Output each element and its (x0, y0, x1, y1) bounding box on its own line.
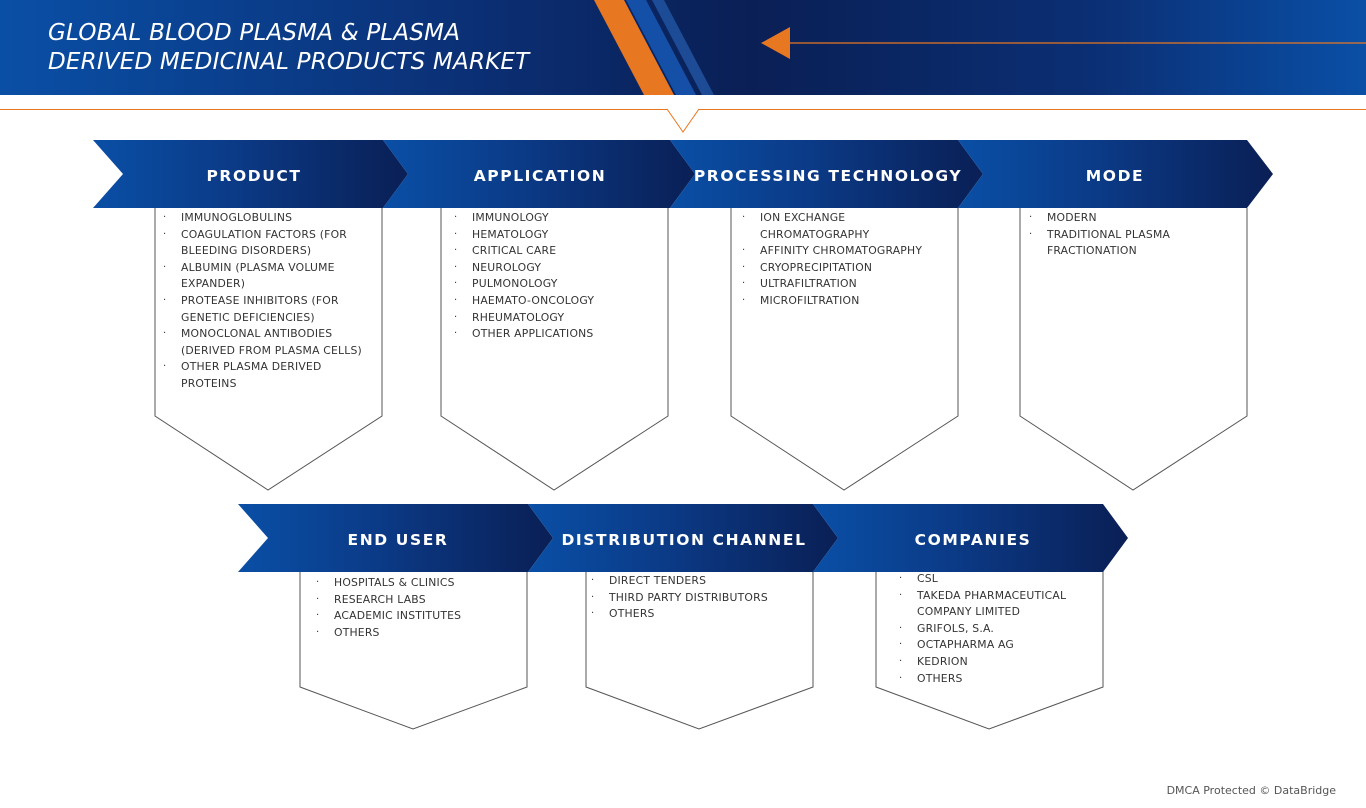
list-item-text: THIRD PARTY DISTRIBUTORS (609, 590, 768, 604)
bullet-icon: · (163, 294, 167, 306)
bullet-icon: · (316, 577, 320, 588)
list-item-text: MODERN (1047, 211, 1097, 224)
bullet-icon: · (454, 212, 458, 223)
list-item (163, 227, 363, 260)
list-item-text: TRADITIONAL PLASMA FRACTIONATION (1047, 227, 1171, 258)
bullet-icon: · (316, 610, 320, 622)
bullet-icon: · (899, 622, 903, 634)
list-item (742, 243, 942, 260)
list-item (454, 293, 654, 310)
list-item-text: COAGULATION FACTORS (FOR BLEEDING DISORDERS) (181, 227, 347, 258)
list-item (163, 359, 363, 392)
list-item (454, 227, 654, 244)
bullet-icon: · (454, 294, 458, 306)
bullet-icon: · (591, 591, 595, 603)
segment-label-product: PRODUCT (206, 167, 302, 185)
list-item (316, 608, 516, 625)
list-product (163, 210, 363, 393)
list-item-text: ULTRAFILTRATION (760, 277, 857, 291)
bullet-icon: · (454, 311, 458, 323)
bullet-icon: · (899, 639, 903, 651)
list-item (454, 210, 654, 227)
list-item-text: OTHERS (917, 671, 963, 685)
list-item (1029, 227, 1219, 260)
list-item-text: OTHER APPLICATIONS (472, 327, 594, 341)
list-item-text: CRITICAL CARE (472, 244, 557, 258)
bullet-icon: · (899, 573, 903, 584)
segment-label-mode: MODE (1085, 167, 1145, 185)
list-item (163, 210, 363, 227)
list-item-text: IMMUNOGLOBULINS (181, 211, 293, 224)
list-processing-technology (742, 210, 942, 310)
list-item-text: ION EXCHANGE CHROMATOGRAPHY (760, 211, 870, 241)
bullet-icon: · (742, 212, 746, 223)
list-item (163, 326, 363, 359)
segment-label-distribution-channel: DISTRIBUTION CHANNEL (561, 531, 807, 549)
bullet-icon: · (899, 589, 903, 601)
list-item (742, 293, 942, 310)
bullet-icon: · (742, 278, 746, 290)
segment-label-companies: COMPANIES (914, 531, 1032, 549)
list-item-text: DIRECT TENDERS (609, 574, 707, 587)
bullet-icon: · (454, 278, 458, 290)
list-item (454, 260, 654, 277)
list-item-text: KEDRION (917, 654, 968, 668)
bullet-icon: · (454, 245, 458, 257)
list-item (899, 571, 1089, 588)
list-item (591, 573, 796, 590)
list-item-text: PROTEASE INHIBITORS (FOR GENETIC DEFICIENCIES) (181, 293, 339, 324)
list-item-text: OTHER PLASMA DERIVED PROTEINS (181, 360, 322, 390)
list-item (454, 326, 654, 343)
list-item (454, 243, 654, 260)
list-application (454, 210, 654, 343)
list-item-text: ALBUMIN (PLASMA VOLUME EXPANDER) (181, 260, 335, 291)
bullet-icon: · (591, 608, 595, 620)
bullet-icon: · (454, 228, 458, 240)
list-item-text: OTHERS (609, 607, 655, 621)
bullet-icon: · (454, 328, 458, 340)
bullet-icon: · (742, 261, 746, 273)
bullet-icon: · (163, 261, 167, 273)
list-mode (1029, 210, 1219, 260)
list-end-user (316, 575, 516, 641)
list-item-text: RESEARCH LABS (334, 592, 426, 606)
bullet-icon: · (454, 261, 458, 273)
list-item-text: NEUROLOGY (472, 260, 542, 274)
list-item (742, 260, 942, 277)
bullet-icon: · (591, 575, 595, 586)
list-item (454, 310, 654, 327)
list-item (454, 276, 654, 293)
list-item-text: PULMONOLOGY (472, 277, 558, 291)
bullet-icon: · (316, 626, 320, 638)
bullet-icon: · (163, 228, 167, 240)
list-item-text: HOSPITALS & CLINICS (334, 576, 455, 589)
list-item-text: IMMUNOLOGY (472, 211, 549, 224)
list-item-text: ACADEMIC INSTITUTES (334, 609, 462, 623)
list-item (316, 592, 516, 609)
list-item-text: HEMATOLOGY (472, 227, 549, 241)
list-item (742, 210, 942, 243)
list-item-text: CSL (917, 572, 939, 585)
bullet-icon: · (316, 593, 320, 605)
list-item (591, 606, 796, 623)
list-item-text: RHEUMATOLOGY (472, 310, 565, 324)
page-title-line-1: GLOBAL BLOOD PLASMA & PLASMA (48, 20, 461, 46)
list-item (742, 276, 942, 293)
list-item (899, 637, 1089, 654)
list-item-text: AFFINITY CHROMATOGRAPHY (760, 244, 923, 258)
list-item-text: GRIFOLS, S.A. (917, 621, 995, 635)
bullet-icon: · (742, 294, 746, 306)
list-item (899, 671, 1089, 688)
bullet-icon: · (163, 328, 167, 340)
list-item (163, 260, 363, 293)
list-item-text: TAKEDA PHARMACEUTICAL COMPANY LIMITED (917, 588, 1067, 619)
list-item (163, 293, 363, 326)
bullet-icon: · (1029, 228, 1033, 240)
bullet-icon: · (163, 361, 167, 373)
list-companies (899, 571, 1089, 687)
list-item-text: OTHERS (334, 625, 380, 639)
list-item-text: MONOCLONAL ANTIBODIES (DERIVED FROM PLASMA CELLS) (181, 327, 362, 357)
segment-label-application: APPLICATION (473, 167, 607, 185)
list-item-text: OCTAPHARMA AG (917, 638, 1014, 652)
bullet-icon: · (742, 245, 746, 257)
list-item (899, 588, 1089, 621)
list-item-text: HAEMATO-ONCOLOGY (472, 293, 595, 307)
footer-copyright: DMCA Protected © DataBridge (1166, 784, 1336, 797)
list-item (899, 654, 1089, 671)
list-item (899, 621, 1089, 638)
list-item-text: CRYOPRECIPITATION (760, 260, 873, 274)
bullet-icon: · (899, 655, 903, 667)
list-item (316, 625, 516, 642)
segment-label-processing-technology: PROCESSING TECHNOLOGY (693, 167, 963, 185)
bullet-icon: · (899, 672, 903, 684)
list-item-text: MICROFILTRATION (760, 293, 860, 307)
list-distribution-channel (591, 573, 796, 623)
bullet-icon: · (1029, 212, 1033, 223)
segment-label-end-user: END USER (347, 531, 449, 549)
list-item (591, 590, 796, 607)
list-item (316, 575, 516, 592)
list-item (1029, 210, 1219, 227)
page-title-line-2: DERIVED MEDICINAL PRODUCTS MARKET (48, 49, 530, 75)
bullet-icon: · (163, 212, 167, 223)
